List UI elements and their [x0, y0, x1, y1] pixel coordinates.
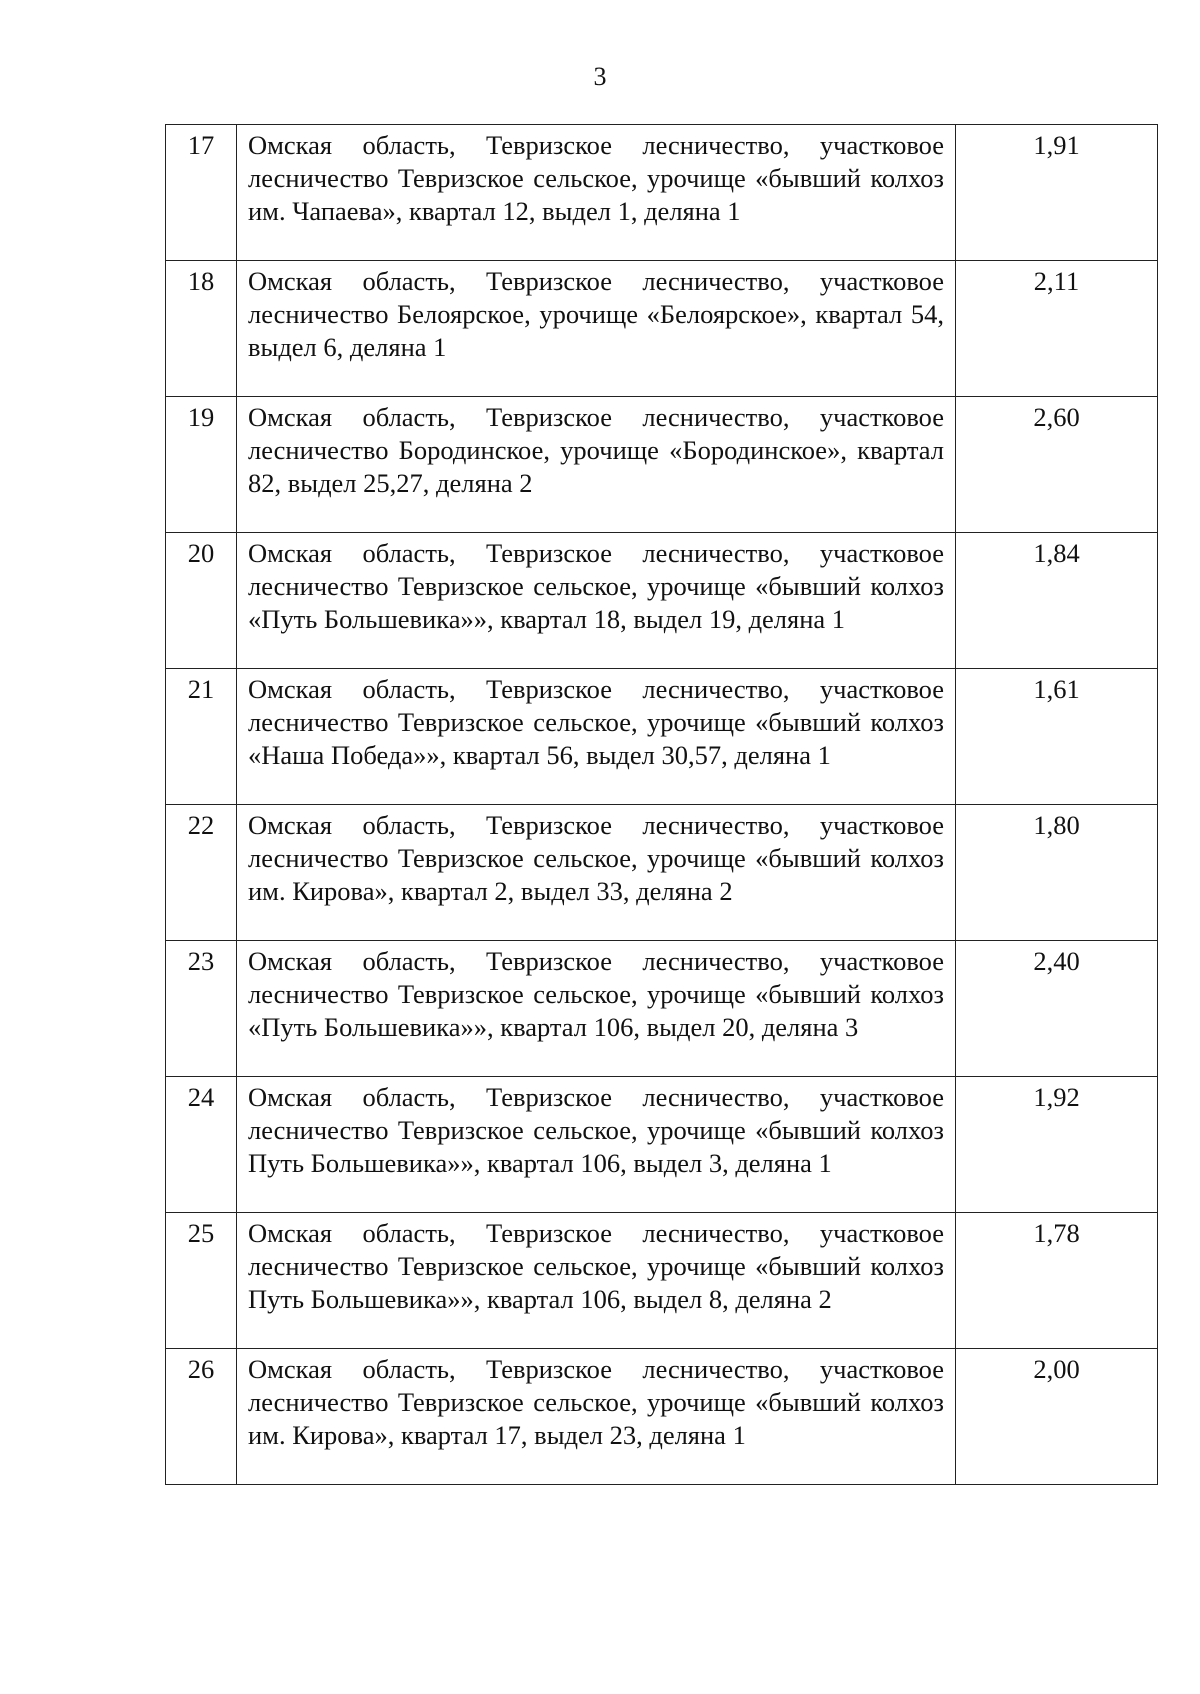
row-location: Омская область, Тевризское лесничество, участковое лесничество Тевризское сельское, урочище «бывший колхоз им. Кирова», квартал 2, выдел 33, деляна 2 — [237, 805, 956, 941]
table-row — [166, 1213, 1158, 1349]
table-row — [166, 1349, 1158, 1485]
table-row — [166, 941, 1158, 1077]
plots-table — [165, 124, 1158, 1485]
plots-table-body — [166, 125, 1158, 1485]
row-location: Омская область, Тевризское лесничество, участковое лесничество Белоярское, урочище «Белоярское», квартал 54, выдел 6, деляна 1 — [237, 261, 956, 397]
row-location: Омская область, Тевризское лесничество, участковое лесничество Бородинское, урочище «Бородинское», квартал 82, выдел 25,27, деляна 2 — [237, 397, 956, 533]
row-location: Омская область, Тевризское лесничество, участковое лесничество Тевризское сельское, урочище «бывший колхоз Путь Большевика»», квартал 106, выдел 3, деляна 1 — [237, 1077, 956, 1213]
row-area: 2,00 — [956, 1349, 1158, 1485]
row-number: 20 — [166, 533, 237, 669]
row-location: Омская область, Тевризское лесничество, участковое лесничество Тевризское сельское, урочище «бывший колхоз «Путь Большевика»», квартал 106, выдел 20, деляна 3 — [237, 941, 956, 1077]
row-area: 1,91 — [956, 125, 1158, 261]
row-number: 24 — [166, 1077, 237, 1213]
row-number: 26 — [166, 1349, 237, 1485]
table-row — [166, 669, 1158, 805]
row-number: 19 — [166, 397, 237, 533]
row-location: Омская область, Тевризское лесничество, участковое лесничество Тевризское сельское, урочище «бывший колхоз Путь Большевика»», квартал 106, выдел 8, деляна 2 — [237, 1213, 956, 1349]
row-number: 22 — [166, 805, 237, 941]
row-location: Омская область, Тевризское лесничество, участковое лесничество Тевризское сельское, урочище «бывший колхоз «Путь Большевика»», квартал 18, выдел 19, деляна 1 — [237, 533, 956, 669]
row-area: 2,40 — [956, 941, 1158, 1077]
table-row — [166, 533, 1158, 669]
row-number: 17 — [166, 125, 237, 261]
row-number: 25 — [166, 1213, 237, 1349]
row-area: 1,78 — [956, 1213, 1158, 1349]
row-location: Омская область, Тевризское лесничество, участковое лесничество Тевризское сельское, урочище «бывший колхоз «Наша Победа»», квартал 56, выдел 30,57, деляна 1 — [237, 669, 956, 805]
table-row — [166, 397, 1158, 533]
table-row — [166, 261, 1158, 397]
row-number: 23 — [166, 941, 237, 1077]
table-row — [166, 1077, 1158, 1213]
row-area: 1,92 — [956, 1077, 1158, 1213]
table-row — [166, 125, 1158, 261]
page-number: 3 — [593, 62, 607, 91]
row-area: 2,11 — [956, 261, 1158, 397]
row-area: 1,80 — [956, 805, 1158, 941]
row-number: 21 — [166, 669, 237, 805]
row-area: 1,84 — [956, 533, 1158, 669]
row-location: Омская область, Тевризское лесничество, участковое лесничество Тевризское сельское, урочище «бывший колхоз им. Кирова», квартал 17, выдел 23, деляна 1 — [237, 1349, 956, 1485]
row-area: 1,61 — [956, 669, 1158, 805]
table-row — [166, 805, 1158, 941]
row-number: 18 — [166, 261, 237, 397]
row-area: 2,60 — [956, 397, 1158, 533]
row-location: Омская область, Тевризское лесничество, участковое лесничество Тевризское сельское, урочище «бывший колхоз им. Чапаева», квартал 12, выдел 1, деляна 1 — [237, 125, 956, 261]
